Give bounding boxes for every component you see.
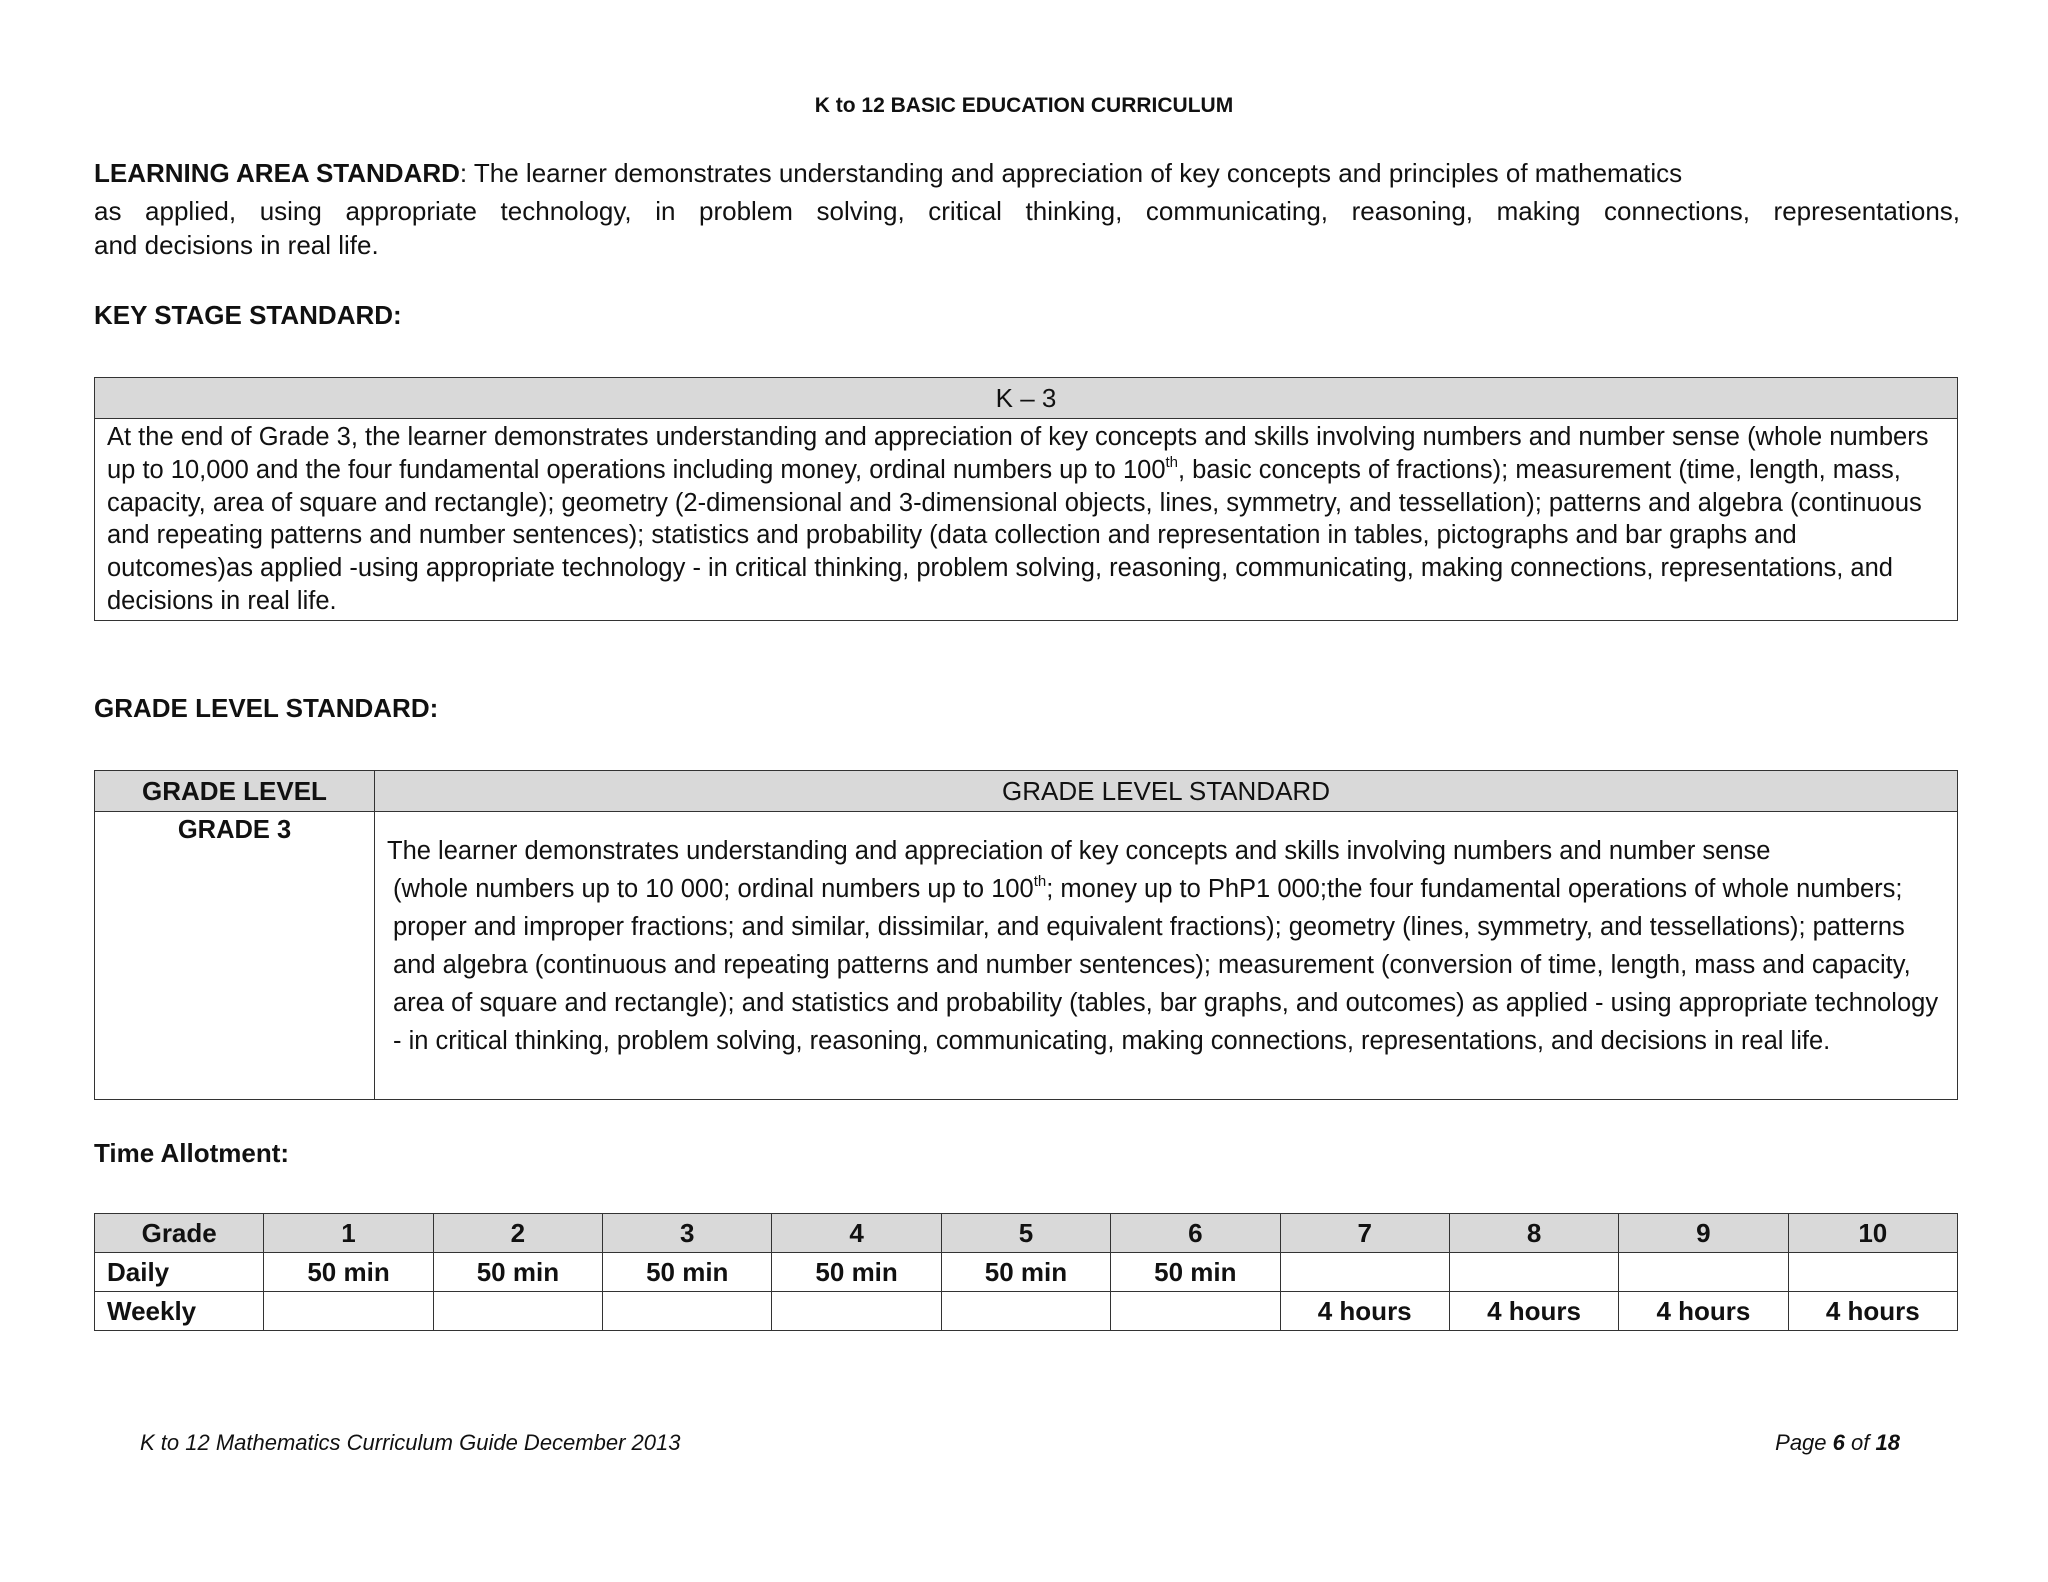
learning-area-text1: : The learner demonstrates understanding and appreciation of key concepts and principles of mathematics: [459, 158, 1683, 188]
time-allotment-cell: 1: [264, 1214, 433, 1253]
grade-level-heading: GRADE LEVEL STANDARD:: [94, 693, 439, 723]
learning-area-line1: [94, 154, 1682, 192]
time-allotment-cell: 50 min: [264, 1253, 433, 1292]
time-allotment-cell: 9: [1619, 1214, 1788, 1253]
time-allotment-cell: [433, 1292, 602, 1331]
grade-level-standard-col-header: GRADE LEVEL STANDARD: [375, 771, 1958, 812]
grade-level-col-header: GRADE LEVEL: [95, 771, 375, 812]
time-allotment-cell: [772, 1292, 941, 1331]
time-allotment-cell: [603, 1292, 772, 1331]
time-allotment-cell: 4 hours: [1619, 1292, 1788, 1331]
time-allotment-cell: 50 min: [433, 1253, 602, 1292]
footer-page-current: 6: [1832, 1430, 1845, 1455]
time-allotment-cell: 6: [1111, 1214, 1280, 1253]
document-title: K to 12 BASIC EDUCATION CURRICULUM: [814, 94, 1234, 117]
grade-standard-rest: [387, 870, 1943, 1060]
time-allotment-cell: [1619, 1253, 1788, 1292]
time-allotment-cell: 4 hours: [1280, 1292, 1449, 1331]
time-allotment-weekly-row: [95, 1292, 1958, 1331]
time-allotment-cell: Weekly: [95, 1292, 264, 1331]
time-allotment-cell: 2: [433, 1214, 602, 1253]
footer-guide-title: K to 12 Mathematics Curriculum Guide December 2013: [140, 1430, 681, 1455]
grade-level-table: [94, 770, 1958, 1100]
footer-page-number: [1740, 1430, 1900, 1456]
learning-area-label: LEARNING AREA STANDARD: [94, 158, 460, 188]
time-allotment-cell: 3: [603, 1214, 772, 1253]
time-allotment-cell: 50 min: [941, 1253, 1110, 1292]
grade-standard-text-a: (whole numbers up to 10 000; ordinal numbers up to 100: [393, 875, 1034, 903]
time-allotment-header-row: [95, 1214, 1958, 1253]
time-allotment-cell: 8: [1449, 1214, 1618, 1253]
key-stage-heading: KEY STAGE STANDARD:: [94, 300, 402, 330]
grade-standard-text-b: ; money up to PhP1 000;the four fundamental operations of whole numbers; proper and improper fractions; and similar, dissimilar, and equivalent fractions); geometry (lines, symmetry, and tessellations); patterns and algebra (continuous and repeating patterns and number sentences); measurement (conversion of time, length, mass and capacity, area of square and rectangle); and statistics and probability (tables, bar graphs, and outcomes) as applied - using appropriate technology - in critical thinking, problem solving, reasoning, communicating, making connections, representations, and decisions in real life.: [393, 875, 1939, 1055]
grade-cell: GRADE 3: [95, 812, 375, 1100]
time-allotment-daily-row: [95, 1253, 1958, 1292]
key-stage-table: [94, 377, 1958, 621]
key-stage-text-b: , basic concepts of fractions); measurement (time, length, mass, capacity, area of square and rectangle); geometry (2-dimensional and 3-dimensional objects, lines, symmetry, and tessellation); patterns and algebra (continuous and repeating patterns and number sentences); statistics and probability (data collection and representation in tables, pictographs and bar graphs and outcomes)as applied -using appropriate technology - in critical thinking, problem solving, reasoning, communicating, making connections, representations, and decisions in real life.: [107, 455, 1922, 615]
footer-page-label: Page: [1775, 1430, 1827, 1455]
time-allotment-cell: 10: [1788, 1214, 1957, 1253]
time-allotment-cell: 50 min: [603, 1253, 772, 1292]
footer-page-total: 18: [1875, 1430, 1900, 1455]
time-allotment-table: [94, 1213, 1958, 1331]
time-allotment-cell: Grade: [95, 1214, 264, 1253]
time-allotment-cell: 7: [1280, 1214, 1449, 1253]
time-allotment-cell: 50 min: [772, 1253, 941, 1292]
time-allotment-cell: 4 hours: [1788, 1292, 1957, 1331]
time-allotment-cell: [941, 1292, 1110, 1331]
key-stage-text-a: At the end of Grade 3, the learner demonstrates understanding and appreciation of key concepts and skills involving numbers and number sense (whole numbers up to 10,000 and the four fundamental operations including money, ordinal numbers up to 100: [107, 423, 1929, 484]
time-allotment-cell: 4: [772, 1214, 941, 1253]
grade-standard-cell: [375, 812, 1958, 1100]
time-allotment-cell: 4 hours: [1449, 1292, 1618, 1331]
time-allotment-cell: 5: [941, 1214, 1110, 1253]
time-allotment-cell: [1280, 1253, 1449, 1292]
grade-standard-first-line: The learner demonstrates understanding and appreciation of key concepts and skills involving numbers and number sense: [387, 837, 1771, 865]
key-stage-sup: th: [1165, 453, 1179, 471]
key-stage-description: [95, 419, 1958, 621]
grade-standard-sup: th: [1033, 873, 1047, 890]
learning-area-line2: as applied, using appropriate technology, in problem solving, critical thinking, communicating, reasoning, making connections, representations,: [94, 196, 1960, 226]
time-allotment-cell: [1111, 1292, 1280, 1331]
time-allotment-cell: 50 min: [1111, 1253, 1280, 1292]
time-allotment-cell: [264, 1292, 433, 1331]
time-allotment-cell: [1449, 1253, 1618, 1292]
time-allotment-cell: [1788, 1253, 1957, 1292]
time-allotment-cell: Daily: [95, 1253, 264, 1292]
time-allotment-heading: Time Allotment:: [94, 1138, 290, 1168]
key-stage-table-header: K – 3: [95, 378, 1958, 419]
learning-area-line3: and decisions in real life.: [94, 230, 379, 260]
footer-of-label: of: [1851, 1430, 1870, 1455]
